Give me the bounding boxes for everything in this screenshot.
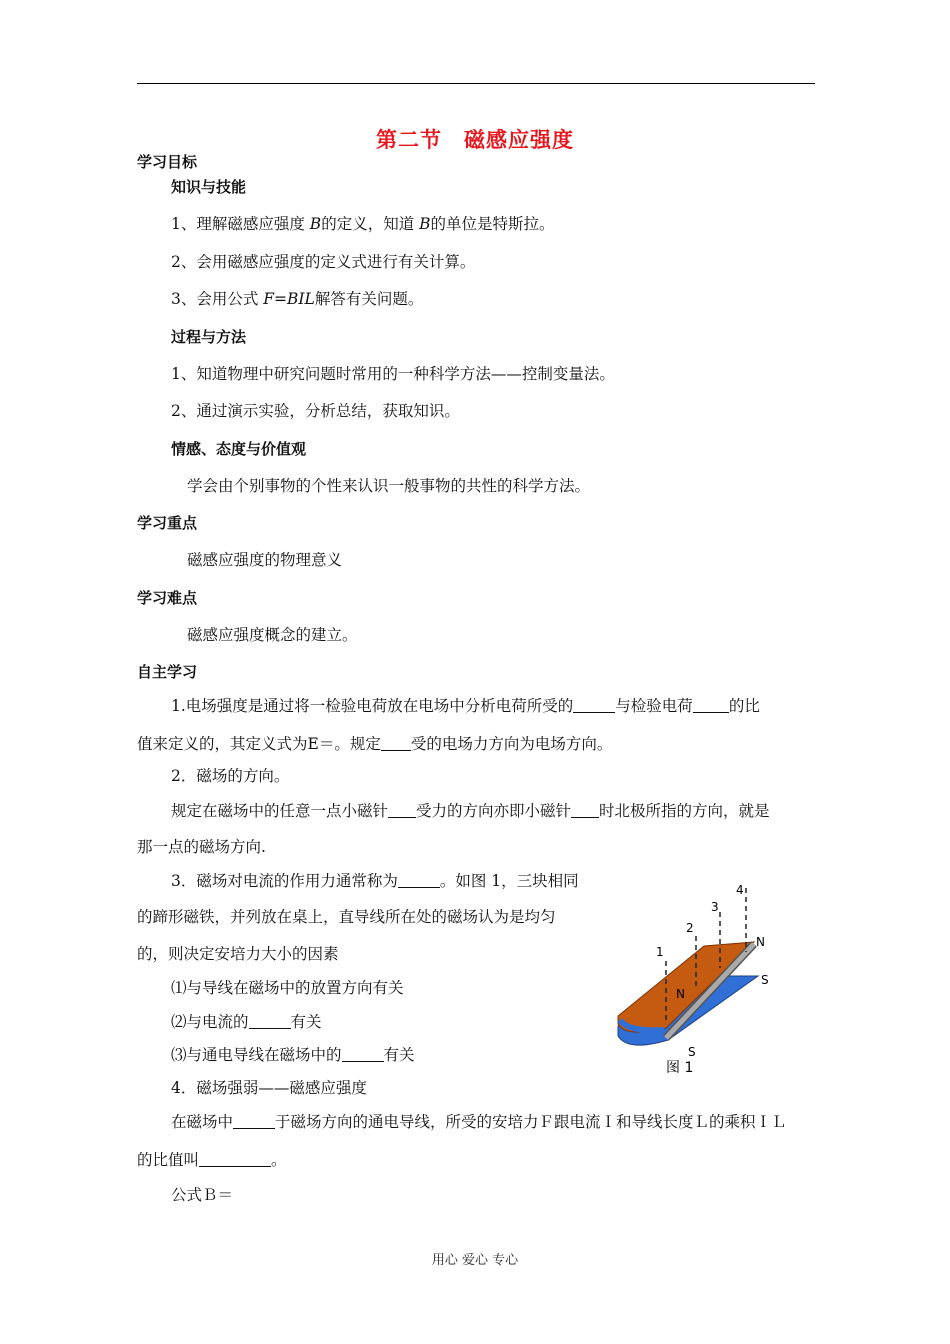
text: 3．磁场对电流的作用力通常称为: [171, 872, 398, 890]
text: 的定义，知道: [321, 215, 420, 233]
goal-e1: 学会由个别事物的个性来认识一般事物的共性的科学方法。: [187, 477, 591, 495]
magnet-figure: [606, 878, 786, 1078]
answer-blank[interactable]: [249, 1013, 291, 1029]
label-s-bottom: S: [688, 1045, 696, 1059]
knowledge-heading: 知识与技能: [171, 178, 247, 196]
difficulty-heading: 学习难点: [137, 589, 198, 607]
symbol-b: B: [309, 215, 322, 233]
text: 的比: [728, 697, 760, 715]
question-1-line1: [171, 696, 760, 716]
question-4: 4．磁场强弱——磁感应强度: [171, 1079, 367, 1097]
factor-3: [171, 1045, 415, 1065]
goals-heading: 学习目标: [137, 153, 198, 171]
header-rule: [137, 83, 815, 84]
question-3-line1: [171, 871, 579, 891]
goal-p2: 2、通过演示实验，分析总结，获取知识。: [171, 402, 460, 420]
label-4: 4: [736, 883, 744, 897]
text: 。如图 1，三块相同: [439, 872, 579, 890]
self-study-heading: 自主学习: [137, 663, 198, 681]
formula-fbil: F=BIL: [263, 290, 315, 308]
text: 的比值叫: [137, 1151, 200, 1169]
process-heading: 过程与方法: [171, 328, 247, 346]
factor-2: [171, 1012, 322, 1032]
label-n-mid: N: [676, 987, 685, 1001]
question-2-line1: [171, 801, 770, 821]
page-title: 第二节 磁感应强度: [376, 128, 574, 152]
answer-blank[interactable]: [342, 1046, 384, 1062]
text: 于磁场方向的通电导线，所受的安培力Ｆ跟电流Ｉ和导线长度Ｌ的乘积ＩＬ: [275, 1113, 787, 1131]
text: ⑵与电流的: [171, 1013, 249, 1031]
text: 规定在磁场中的任意一点小磁针: [171, 802, 389, 820]
goal-k3: [171, 289, 423, 309]
answer-blank[interactable]: [398, 872, 440, 888]
key-heading: 学习重点: [137, 514, 198, 532]
text: 3、会用公式: [171, 290, 264, 308]
emotion-heading: 情感、态度与价值观: [171, 440, 307, 458]
answer-blank[interactable]: [571, 802, 599, 818]
question-4-line2: [137, 1150, 287, 1170]
figure-caption: 图 1: [666, 1060, 694, 1076]
difficulty-text: 磁感应强度概念的建立。: [187, 626, 358, 644]
question-4-line1: [171, 1112, 787, 1132]
question-3-line2: 的蹄形磁铁，并列放在桌上，直导线所在处的磁场认为是均匀: [137, 908, 556, 926]
label-1: 1: [656, 945, 664, 959]
answer-blank[interactable]: [573, 697, 615, 713]
formula-line: 公式Ｂ＝: [171, 1186, 234, 1204]
label-3: 3: [711, 900, 719, 914]
question-3-line3: 的，则决定安培力大小的因素: [137, 945, 339, 963]
text: 时北极所指的方向，就是: [599, 802, 770, 820]
factor-1: ⑴与导线在磁场中的放置方向有关: [171, 979, 404, 997]
symbol-b: B: [419, 215, 431, 233]
answer-blank[interactable]: [199, 1151, 271, 1167]
text: 的单位是特斯拉。: [430, 215, 555, 233]
label-n-top: N: [756, 935, 765, 949]
question-2-line2: 那一点的磁场方向.: [137, 838, 266, 856]
goal-k1: [171, 214, 555, 234]
answer-blank[interactable]: [381, 735, 411, 751]
text: 有关: [290, 1013, 322, 1031]
label-s-right: S: [761, 973, 769, 987]
text: 值来定义的，其定义式为E＝。规定: [137, 735, 381, 753]
goal-k2: 2、会用磁感应强度的定义式进行有关计算。: [171, 253, 476, 271]
question-1-line2: [137, 734, 612, 754]
text: 在磁场中: [171, 1113, 234, 1131]
text: 解答有关问题。: [314, 290, 424, 308]
goal-p1: 1、知道物理中研究问题时常用的一种科学方法——控制变量法。: [171, 365, 615, 383]
text: 有关: [383, 1046, 415, 1064]
question-2: 2．磁场的方向。: [171, 767, 290, 785]
text: 。: [271, 1151, 287, 1169]
text: 与检验电荷: [615, 697, 693, 715]
answer-blank[interactable]: [693, 697, 729, 713]
text: ⑶与通电导线在磁场中的: [171, 1046, 342, 1064]
answer-blank[interactable]: [388, 802, 416, 818]
key-text: 磁感应强度的物理意义: [187, 551, 343, 569]
answer-blank[interactable]: [233, 1113, 275, 1129]
label-2: 2: [686, 921, 694, 935]
text: 1.电场强度是通过将一检验电荷放在电场中分析电荷所受的: [171, 697, 574, 715]
page-footer: 用心 爱心 专心: [431, 1253, 519, 1268]
text: 受力的方向亦即小磁针: [416, 802, 572, 820]
text: 1、理解磁感应强度: [171, 215, 310, 233]
text: 受的电场力方向为电场方向。: [410, 735, 613, 753]
